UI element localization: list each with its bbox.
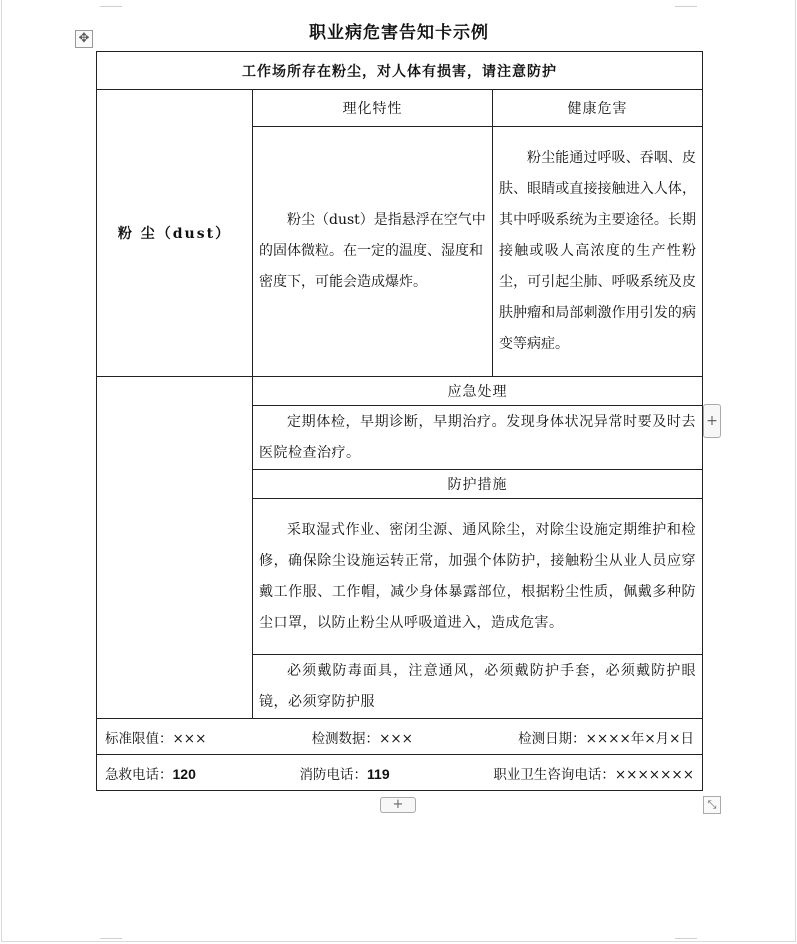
emergency-cell <box>253 406 703 470</box>
standard-limit: 标准限值：××× <box>105 730 207 747</box>
protection-header: 防护措施 <box>253 470 703 499</box>
substance-name: 粉 尘（dust） <box>97 90 253 377</box>
emergency-text: 定期体检，早期诊断，早期治疗。发现身体状况异常时要及时去医院检查治疗。 <box>259 413 697 461</box>
detection-date: 检测日期：××××年×月×日 <box>518 730 694 747</box>
warning-banner: 工作场所存在粉尘，对人体有损害，请注意防护 <box>97 52 703 90</box>
protection-text: 采取湿式作业、密闭尘源、通风除尘，对除尘设施定期维护和检修，确保除尘设施运转正常，加强个体防护，接触粉尘从业人员应穿戴工作服、工作帽，减少身体暴露部位，根据粉尘性质，佩戴多种防尘口罩，以防止粉尘从呼吸道进入，造成危害。 <box>259 521 697 631</box>
add-row-button[interactable] <box>380 797 416 813</box>
protection-cell <box>253 499 703 655</box>
margin-mark-top-left <box>100 6 122 7</box>
properties-cell <box>253 127 493 377</box>
table-move-handle[interactable] <box>75 30 93 48</box>
margin-mark-bottom-left <box>100 938 122 939</box>
protection-requirements-text: 必须戴防毒面具，注意通风，必须戴防护手套，必须戴防护眼镜，必须穿防护服 <box>259 662 697 710</box>
health-consult-phone: 职业卫生咨询电话：××××××× <box>493 766 695 783</box>
hazard-notice-table <box>96 51 703 791</box>
margin-mark-top-right <box>675 6 697 7</box>
protection-requirements-cell <box>253 655 703 719</box>
move-arrows-icon: ✥ <box>78 31 90 46</box>
health-hazard-header: 健康危害 <box>493 90 703 127</box>
plus-icon: + <box>392 797 404 812</box>
health-hazard-cell <box>493 127 703 377</box>
table-resize-handle[interactable] <box>703 796 721 814</box>
fire-phone: 消防电话：119 <box>299 765 390 783</box>
resize-diagonal-icon: ⤡ <box>707 798 717 811</box>
health-hazard-text: 粉尘能通过呼吸、吞咽、皮肤、眼睛或直接接触进入人体，其中呼吸系统为主要途径。长期接触或吸人高浓度的生产性粉尘，可引起尘肺、呼吸系统及皮肤肿瘤和局部刺激作用引发的病变等病症。 <box>499 150 697 352</box>
phone-row <box>97 755 703 791</box>
measurement-row <box>97 719 703 755</box>
plus-icon: + <box>706 413 718 429</box>
properties-text: 粉尘（dust）是指悬浮在空气中的固体微粒。在一定的温度、湿度和密度下，可能会造成爆炸。 <box>259 212 486 290</box>
properties-header: 理化特性 <box>253 90 493 127</box>
empty-label-cell <box>97 377 253 719</box>
emergency-header: 应急处理 <box>253 377 703 406</box>
add-column-button[interactable] <box>703 404 721 438</box>
detection-data: 检测数据：××× <box>311 730 413 747</box>
document-title: 职业病危害告知卡示例 <box>309 23 489 43</box>
rescue-phone: 急救电话：120 <box>105 765 196 783</box>
margin-mark-bottom-right <box>675 938 697 939</box>
